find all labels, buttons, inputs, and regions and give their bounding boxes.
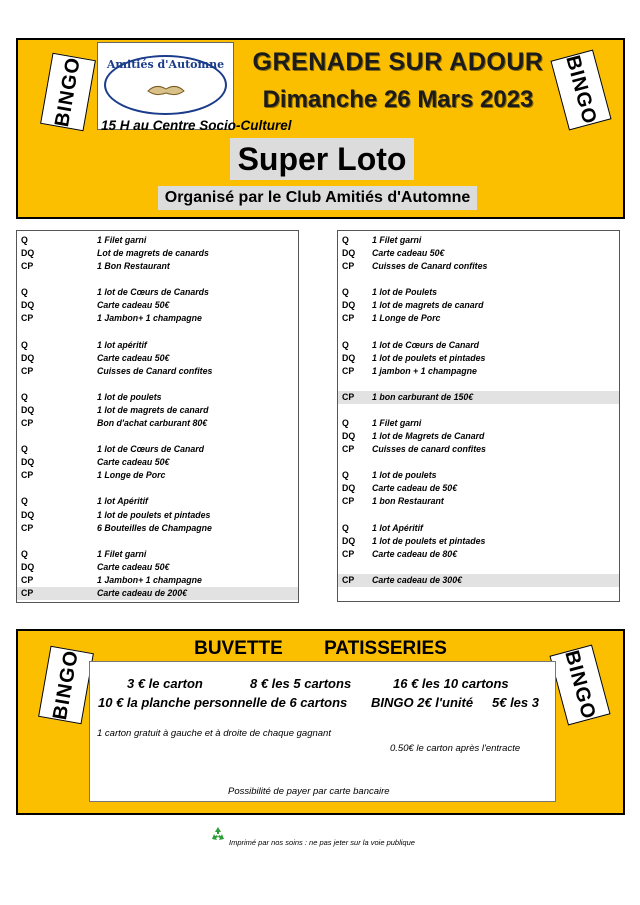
bingo-label: BINGO: [48, 648, 83, 722]
prize-description: 1 lot de poulets: [372, 470, 437, 481]
prize-code: CP: [21, 522, 34, 533]
prize-row: [338, 299, 619, 312]
prize-row: [17, 574, 298, 587]
prize-description: 1 lot de poulets et pintades: [97, 509, 211, 520]
prize-description: Carte cadeau 50€: [97, 300, 170, 311]
header-banner: [16, 38, 625, 219]
logo-text: Amitiés d'Automne: [106, 58, 225, 71]
prize-row: [338, 482, 619, 495]
prize-description: 1 Filet garni: [372, 235, 422, 245]
prize-row: [338, 443, 619, 456]
row-spacer: [338, 273, 619, 286]
row-spacer: [338, 326, 619, 339]
prize-row: [17, 587, 298, 600]
row-spacer: [17, 326, 298, 339]
prize-description: 1 lot de Poulets: [372, 287, 438, 298]
note-after-break: 0.50€ le carton après l'entracte: [390, 743, 521, 754]
prize-row: [17, 561, 298, 574]
prize-code: DQ: [21, 248, 35, 259]
prize-row: [17, 312, 298, 325]
prize-code: DQ: [21, 300, 35, 311]
prize-description: 1 Jambon+ 1 champagne: [97, 313, 202, 324]
prize-table-left: [16, 230, 299, 603]
prize-row: [17, 391, 298, 404]
pricing-banner: [16, 629, 625, 815]
prize-description: 1 lot de poulets et pintades: [372, 535, 486, 546]
prize-code: Q: [21, 548, 28, 559]
prize-description: Cuisses de Canard confites: [97, 365, 213, 376]
price-ten: 16 € les 10 cartons: [393, 676, 509, 691]
prize-row: [17, 299, 298, 312]
bingo-card-right: [550, 50, 611, 131]
row-spacer: [17, 535, 298, 548]
prize-code: DQ: [342, 300, 356, 311]
prize-description: 1 lot Apéritif: [97, 496, 148, 507]
bingo-label: BINGO: [560, 647, 601, 722]
prize-row: [338, 535, 619, 548]
pricing-title: [18, 638, 623, 660]
prize-code: CP: [342, 574, 355, 585]
prize-description: 1 lot de magrets de canard: [97, 404, 209, 415]
prize-row: [338, 312, 619, 325]
prize-description: Carte cadeau 50€: [97, 561, 170, 572]
prize-code: DQ: [342, 483, 356, 494]
buvette-label: BUVETTE: [194, 638, 283, 659]
prize-description: Carte cadeau 50€: [372, 248, 445, 259]
prize-row: [338, 339, 619, 352]
prize-code: CP: [342, 391, 355, 402]
prize-row: [338, 247, 619, 260]
prize-code: Q: [342, 522, 349, 533]
prize-description: 1 lot de poulets et pintades: [372, 352, 486, 363]
prize-code: DQ: [342, 248, 356, 259]
prize-code: DQ: [21, 352, 35, 363]
prize-description: 1 lot de Cœurs de Canards: [97, 287, 209, 298]
prize-code: CP: [21, 587, 34, 598]
prize-description: 1 jambon + 1 champagne: [372, 365, 477, 376]
prize-description: 1 Longe de Porc: [97, 470, 166, 481]
prize-description: 1 Filet garni: [97, 235, 147, 245]
prize-row: [17, 469, 298, 482]
prize-description: 1 Filet garni: [372, 417, 422, 428]
prize-row: [338, 574, 619, 587]
prize-code: CP: [342, 444, 355, 455]
prize-description: 1 bon carburant de 150€: [372, 391, 474, 402]
prize-row: [17, 509, 298, 522]
recycle-icon: [210, 826, 226, 842]
prize-row: [338, 469, 619, 482]
prize-code: CP: [21, 261, 34, 272]
prize-row: [17, 443, 298, 456]
prize-code: CP: [21, 574, 34, 585]
prize-code: CP: [342, 496, 355, 507]
prize-code: DQ: [21, 457, 35, 468]
prize-row: [17, 260, 298, 273]
prize-description: 1 lot Apéritif: [372, 522, 423, 533]
prize-code: Q: [21, 235, 28, 245]
row-spacer: [338, 561, 619, 574]
prize-code: Q: [21, 287, 28, 298]
prize-row: [17, 495, 298, 508]
price-bingo-three: 5€ les 3: [492, 695, 539, 710]
bingo-card-left: [40, 53, 96, 132]
prize-row: [338, 260, 619, 273]
price-sheet: 10 € la planche personnelle de 6 cartons: [98, 695, 348, 710]
price-five: 8 € les 5 cartons: [250, 676, 352, 691]
prize-code: DQ: [21, 509, 35, 520]
prize-row: [17, 417, 298, 430]
prize-code: CP: [21, 313, 34, 324]
row-spacer: [338, 456, 619, 469]
prize-code: DQ: [342, 352, 356, 363]
prize-description: 1 lot de magrets de canard: [372, 300, 484, 311]
prize-code: CP: [342, 313, 355, 324]
prize-code: Q: [342, 470, 349, 481]
prize-description: 1 Jambon+ 1 champagne: [97, 574, 202, 585]
prize-code: Q: [21, 444, 28, 455]
prize-row: [338, 352, 619, 365]
handshake-icon: [146, 79, 186, 99]
prize-row: [338, 286, 619, 299]
event-organizer: Organisé par le Club Amitiés d'Automne: [158, 186, 477, 210]
prize-row: [338, 495, 619, 508]
prize-description: Cuisses de Canard confites: [372, 261, 488, 272]
prize-description: 1 lot de Cœurs de Canard: [97, 444, 205, 455]
row-spacer: [338, 378, 619, 391]
prize-row: [17, 404, 298, 417]
row-spacer: [17, 378, 298, 391]
prize-code: CP: [21, 418, 34, 429]
prize-description: Carte cadeau de 300€: [372, 574, 462, 585]
prize-row: [338, 391, 619, 404]
bingo-label: BINGO: [561, 52, 602, 127]
row-spacer: [338, 509, 619, 522]
prize-description: Carte cadeau de 50€: [372, 483, 458, 494]
price-single: 3 € le carton: [127, 676, 203, 691]
prize-description: Cuisses de canard confites: [372, 444, 486, 455]
prize-description: 1 lot de Cœurs de Canard: [372, 339, 480, 350]
prize-code: Q: [21, 339, 28, 350]
prize-code: CP: [342, 261, 355, 272]
prize-code: CP: [21, 470, 34, 481]
prize-description: 6 Bouteilles de Champagne: [97, 522, 212, 533]
event-name: Super Loto: [230, 138, 414, 180]
footer-notice: Imprimé par nos soins : ne pas jeter sur la voie publique: [229, 838, 415, 847]
prize-row: [338, 430, 619, 443]
prize-description: Carte cadeau de 80€: [372, 548, 458, 559]
prize-code: DQ: [342, 535, 356, 546]
prize-description: Carte cadeau de 200€: [97, 587, 187, 598]
prize-code: Q: [21, 496, 28, 507]
prize-row: [338, 522, 619, 535]
event-venue: 15 H au Centre Socio-Culturel: [101, 118, 292, 133]
prize-description: Bon d'achat carburant 80€: [97, 418, 208, 429]
prize-code: DQ: [342, 431, 356, 442]
prize-description: Carte cadeau 50€: [97, 457, 170, 468]
prize-description: 1 Bon Restaurant: [97, 261, 170, 272]
row-spacer: [17, 273, 298, 286]
row-spacer: [17, 430, 298, 443]
prize-row: [17, 339, 298, 352]
prize-row: [338, 548, 619, 561]
prize-row: [17, 365, 298, 378]
prize-row: [338, 417, 619, 430]
prize-description: Carte cadeau 50€: [97, 352, 170, 363]
row-spacer: [338, 404, 619, 417]
note-card-payment: Possibilité de payer par carte bancaire: [228, 786, 390, 797]
prize-row: [17, 522, 298, 535]
prize-code: Q: [342, 339, 349, 350]
note-free-carton: 1 carton gratuit à gauche et à droite de chaque gagnant: [97, 728, 331, 739]
prize-code: Q: [342, 287, 349, 298]
prize-code: Q: [342, 417, 349, 428]
prize-row: [17, 286, 298, 299]
patisseries-label: PATISSERIES: [324, 638, 447, 659]
prize-description: 1 Filet garni: [97, 548, 147, 559]
pricing-box: [89, 661, 556, 802]
prize-code: DQ: [21, 561, 35, 572]
prize-row: [338, 234, 619, 247]
row-spacer: [17, 482, 298, 495]
prize-description: 1 lot de poulets: [97, 391, 162, 402]
club-logo: [97, 42, 234, 130]
prize-description: 1 lot apéritif: [97, 339, 147, 350]
prize-row: [17, 234, 298, 247]
prize-code: CP: [342, 548, 355, 559]
prize-description: 1 Longe de Porc: [372, 313, 441, 324]
prize-code: CP: [342, 365, 355, 376]
prize-row: [17, 456, 298, 469]
event-date: Dimanche 26 Mars 2023: [262, 86, 534, 113]
bingo-label: BINGO: [50, 55, 85, 129]
prize-row: [17, 352, 298, 365]
prize-code: DQ: [21, 404, 35, 415]
price-bingo-unit: BINGO 2€ l'unité: [371, 695, 474, 710]
event-location: GRENADE SUR ADOUR: [252, 48, 544, 76]
prize-description: 1 lot de Magrets de Canard: [372, 431, 485, 442]
prize-code: CP: [21, 365, 34, 376]
prize-row: [17, 548, 298, 561]
prize-row: [17, 247, 298, 260]
prize-table-right: [337, 230, 620, 602]
prize-code: Q: [21, 391, 28, 402]
prize-row: [338, 365, 619, 378]
prize-code: Q: [342, 235, 349, 245]
prize-description: 1 bon Restaurant: [372, 496, 444, 507]
prize-description: Lot de magrets de canards: [97, 248, 209, 259]
